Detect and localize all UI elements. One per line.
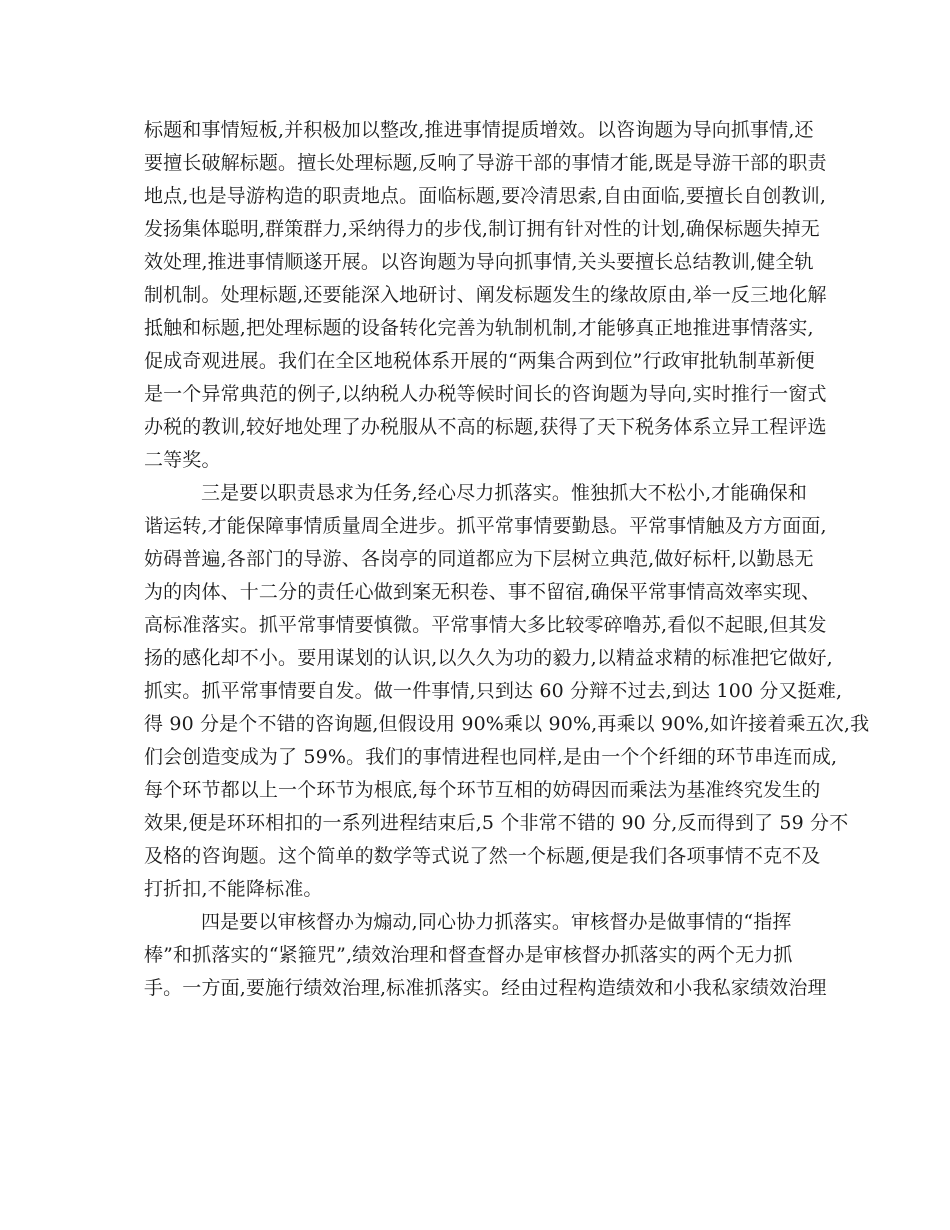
- text-line: 得 90 分是个不错的咨询题,但假设用 90%乘以 90%,再乘以 90%,如许接着乘五次,我: [144, 713, 870, 735]
- text-line: 二等奖。: [144, 449, 221, 471]
- document-body: [144, 114, 870, 1005]
- text-line: 制机制。处理标题,还要能深入地研讨、阐发标题发生的缘故原由,举一反三地化解: [144, 284, 827, 306]
- text-line: 效果,便是环环相扣的一系列进程结束后,5 个非常不错的 90 分,反而得到了 59 分不: [144, 812, 849, 834]
- text-line: 及格的咨询题。这个简单的数学等式说了然一个标题,便是我们各项事情不克不及: [144, 845, 821, 867]
- text-line: 三是要以职责恳求为任务,经心尽力抓落实。惟独抓大不松小,才能确保和: [201, 482, 808, 504]
- text-line: 抓实。抓平常事情要自发。做一件事情,只到达 60 分辩不过去,到达 100 分又挺难,: [144, 680, 843, 702]
- paragraph-3: [144, 906, 827, 1005]
- text-line: 办税的教训,较好地处理了办税服从不高的标题,获得了天下税务体系立异工程评选: [144, 416, 827, 438]
- text-line: 手。一方面,要施行绩效治理,标准抓落实。经由过程构造绩效和小我私家绩效治理: [144, 977, 827, 999]
- text-line: 们会创造变成为了 59%。我们的事情进程也同样,是由一个个纤细的环节串连而成,: [144, 746, 838, 768]
- text-line: 高标准落实。抓平常事情要慎微。平常事情大多比较零碎噜苏,看似不起眼,但其发: [144, 614, 827, 636]
- text-line: 发扬集体聪明,群策群力,采纳得力的步伐,制订拥有针对性的计划,确保标题失掉无: [144, 218, 820, 240]
- text-line: 抵触和标题,把处理标题的设备转化完善为轨制机制,才能够真正地推进事情落实,: [144, 317, 814, 339]
- text-line: 是一个异常典范的例子,以纳税人办税等候时间长的咨询题为导向,实时推行一窗式: [144, 383, 827, 405]
- text-line: 要擅长破解标题。擅长处理标题,反响了导游干部的事情才能,既是导游干部的职责: [144, 152, 827, 174]
- text-line: 妨碍普遍,各部门的导游、各岗亭的同道都应为下层树立典范,做好标杆,以勤恳无: [144, 548, 814, 570]
- text-line: 促成奇观进展。我们在全区地税体系开展的“两集合两到位”行政审批轨制革新便: [144, 350, 815, 372]
- text-line: 扬的感化却不小。要用谋划的认识,以久久为功的毅力,以精益求精的标准把它做好,: [144, 647, 833, 669]
- text-line: 效处理,推进事情顺遂开展。以咨询题为导向抓事情,关头要擅长总结教训,健全轨: [144, 251, 814, 273]
- text-line: 棒”和抓落实的“紧箍咒”,绩效治理和督查督办是审核督办抓落实的两个无力抓: [144, 944, 793, 966]
- text-line: 标题和事情短板,并积极加以整改,推进事情提质增效。以咨询题为导向抓事情,还: [144, 119, 814, 141]
- paragraph-2: [144, 477, 870, 906]
- text-line: 四是要以审核督办为煽动,同心协力抓落实。审核督办是做事情的“指挥: [201, 911, 792, 933]
- text-line: 地点,也是导游构造的职责地点。面临标题,要冷清思索,自由面临,要擅长自创教训,: [144, 185, 827, 207]
- text-line: 打折扣,不能降标准。: [144, 878, 323, 900]
- text-line: 谐运转,才能保障事情质量周全进步。抓平常事情要勤恳。平常事情触及方方面面,: [144, 515, 827, 537]
- paragraph-1: [144, 114, 827, 477]
- text-line: 每个环节都以上一个环节为根底,每个环节互相的妨碍因而乘法为基准终究发生的: [144, 779, 821, 801]
- text-line: 为的肉体、十二分的责任心做到案无积卷、事不留宿,确保平常事情高效率实现、: [144, 581, 821, 603]
